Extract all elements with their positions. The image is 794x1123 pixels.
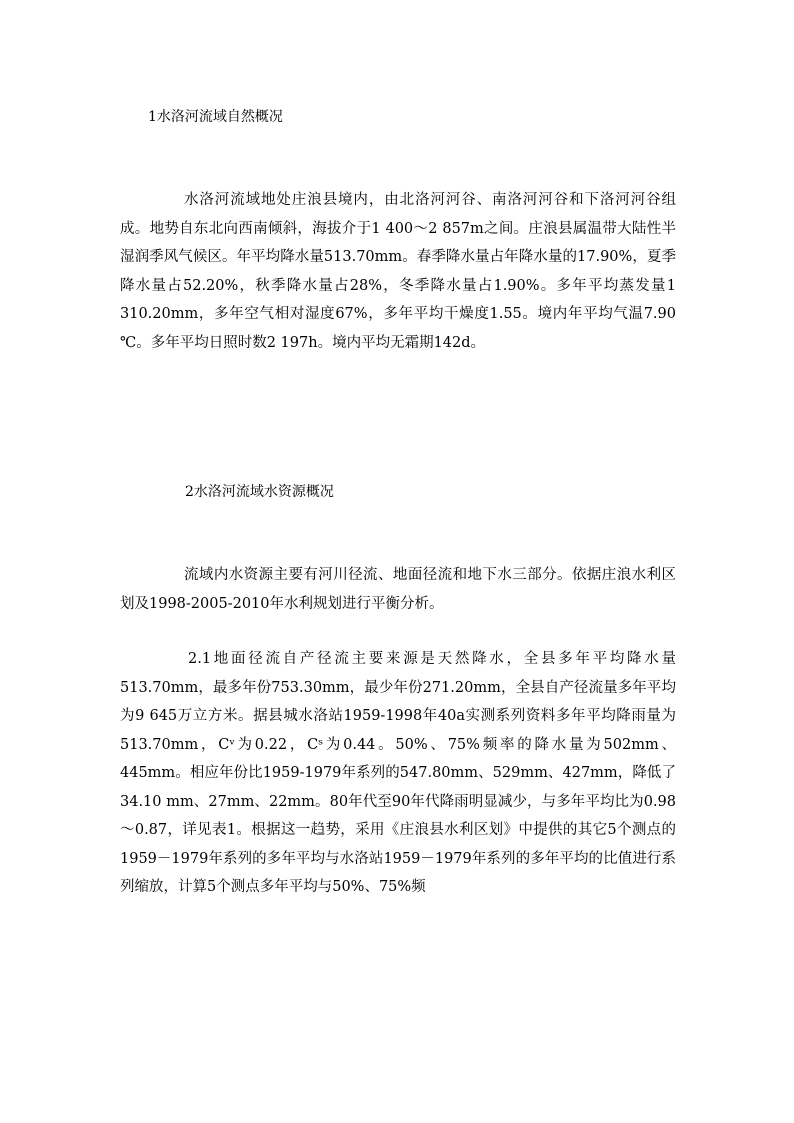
section-2-paragraph-1: 流域内水资源主要有河川径流、地面径流和地下水三部分。依据庄浪水利区划及1998-2005-2010年水利规划进行平衡分析。: [120, 567, 676, 612]
section-1-heading: 1水洛河流域自然概况: [148, 109, 283, 125]
section-1-paragraph: 水洛河流域地处庄浪县境内，由北洛河河谷、南洛河河谷和下洛河河谷组成。地势自东北向西南倾斜，海拔介于1 400～2 857m之间。庄浪县属温带大陆性半湿润季风气候区。年平均降水量513.70mm。春季降水量占年降水量的17.90%，夏季降水量占52.20%，秋季降水量占28%，冬季降水量占1.90%。多年平均蒸发量1 310.20mm，多年空气相对湿度67%，多年平均干燥度1.55。境内年平均气温7.90 ℃。多年平均日照时数2 197h。境内平均无霜期142d。: [120, 192, 676, 351]
section-2-heading: 2水洛河流域水资源概况: [185, 484, 334, 500]
section-2-paragraph-2: 2.1地面径流自产径流主要来源是天然降水，全县多年平均降水量513.70mm，最多年份753.30mm，最少年份271.20mm，全县自产径流量多年平均为9 645万立方米。据县城水洛站1959-1998年40a实测系列资料多年平均降雨量为513.70mm，Cᵛ为0.22，Cˢ为0.44。50%、75%频率的降水量为502mm、445mm。相应年份比1959-1979年系列的547.80mm、529mm、427mm，降低了34.10 mm、27mm、22mm。80年代至90年代降雨明显减少，与多年平均比为0.98～0.87，详见表1。根据这一趋势，采用《庄浪县水利区划》中提供的其它5个测点的1959－1979年系列的多年平均与水洛站1959－1979年系列的多年平均的比值进行系列缩放，计算5个测点多年平均与50%、75%频: [120, 651, 676, 895]
